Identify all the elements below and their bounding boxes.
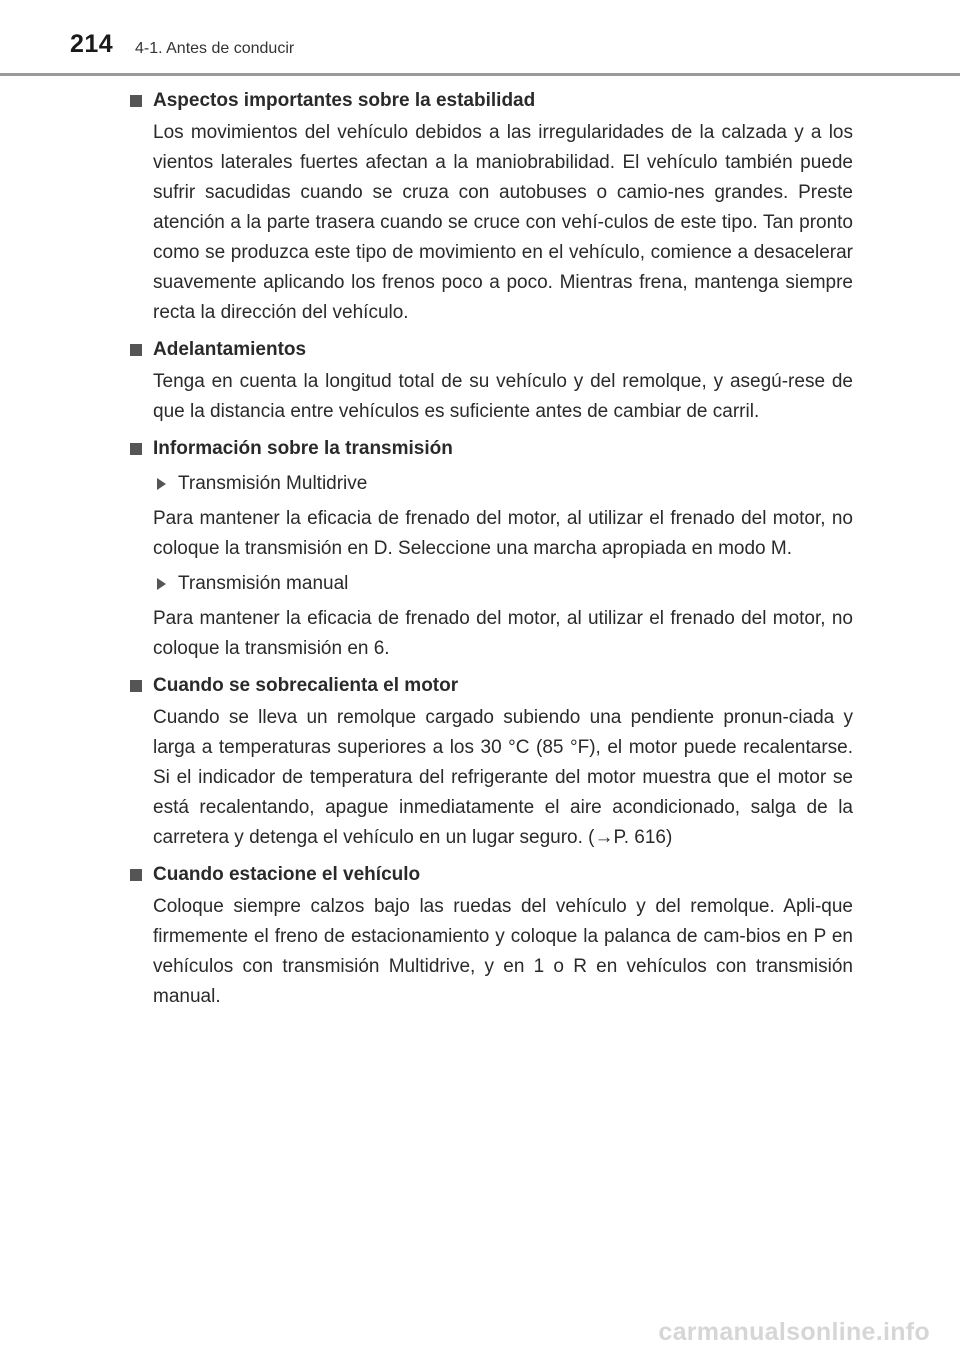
subsection-heading-text: Transmisión Multidrive	[178, 473, 368, 494]
section-heading	[128, 86, 853, 116]
triangle-right-icon	[157, 478, 166, 490]
subsection-paragraph: Para mantener la eficacia de frenado del motor, al utilizar el frenado del motor, no coloque la transmisión en D. Seleccione una marcha apropiada en modo M.	[153, 508, 853, 559]
section-paragraph: Coloque siempre calzos bajo las ruedas del vehículo y del remolque. Apli-que firmemente el freno de estacionamiento y coloque la palanca de cam-bios en P en vehículos con transmisión Multidrive, y en 1 o R en vehículos con transmisión manual.	[153, 896, 853, 1007]
square-bullet-icon	[130, 443, 142, 455]
page-number: 214	[70, 30, 114, 58]
section-heading	[128, 860, 853, 890]
square-bullet-icon	[130, 869, 142, 881]
section-heading-text: Adelantamientos	[153, 339, 307, 360]
square-bullet-icon	[130, 680, 142, 692]
square-bullet-icon	[130, 95, 142, 107]
section-heading-text: Cuando se sobrecalienta el motor	[153, 675, 459, 696]
section-transmission	[128, 434, 853, 664]
square-bullet-icon	[130, 344, 142, 356]
subsection-paragraph: Para mantener la eficacia de frenado del motor, al utilizar el frenado del motor, no coloque la transmisión en 6.	[153, 608, 853, 659]
subsection-heading-manual	[153, 569, 853, 599]
section-paragraph: Cuando se lleva un remolque cargado subiendo una pendiente pronun-ciada y larga a temperaturas superiores a los 30 °C (85 °F), el motor puede recalentarse. Si el indicador de temperatura del refrigerante del motor muestra que el motor se está recalentando, apague inmediatamente el aire acondicionado, salga de la carretera y detenga el vehículo en un lugar seguro. (→P. 616)	[153, 707, 853, 848]
section-parking	[128, 860, 853, 1012]
section-heading	[128, 671, 853, 701]
header-divider	[0, 73, 960, 76]
section-heading-text: Información sobre la transmisión	[153, 438, 453, 459]
page-content	[128, 86, 853, 1019]
section-heading-text: Aspectos importantes sobre la estabilidad	[153, 90, 536, 111]
watermark: carmanualsonline.info	[658, 1318, 930, 1346]
section-overheating	[128, 671, 853, 853]
section-paragraph: Tenga en cuenta la longitud total de su vehículo y del remolque, y asegú-rese de que la distancia entre vehículos es suficiente antes de cambiar de carril.	[153, 371, 853, 422]
page-header	[0, 0, 960, 80]
section-paragraph: Los movimientos del vehículo debidos a las irregularidades de la calzada y a los vientos laterales fuertes afectan a la maniobrabilidad. El vehículo también puede sufrir sacudidas cuando se cruza con autobuses o camio-nes grandes. Preste atención a la parte trasera cuando se cruce con vehí-culos de este tipo. Tan pronto como se produzca este tipo de movimiento en el vehículo, comience a desacelerar suavemente aplicando los frenos poco a poco. Mientras frena, mantenga siempre recta la dirección del vehículo.	[153, 122, 853, 323]
triangle-right-icon	[157, 578, 166, 590]
subsection-heading-multidrive	[153, 469, 853, 499]
section-heading	[128, 335, 853, 365]
section-overtaking	[128, 335, 853, 427]
section-stability	[128, 86, 853, 328]
section-heading-text: Cuando estacione el vehículo	[153, 864, 421, 885]
section-heading	[128, 434, 853, 464]
chapter-title: 4-1. Antes de conducir	[135, 40, 295, 57]
subsection-heading-text: Transmisión manual	[178, 573, 349, 594]
